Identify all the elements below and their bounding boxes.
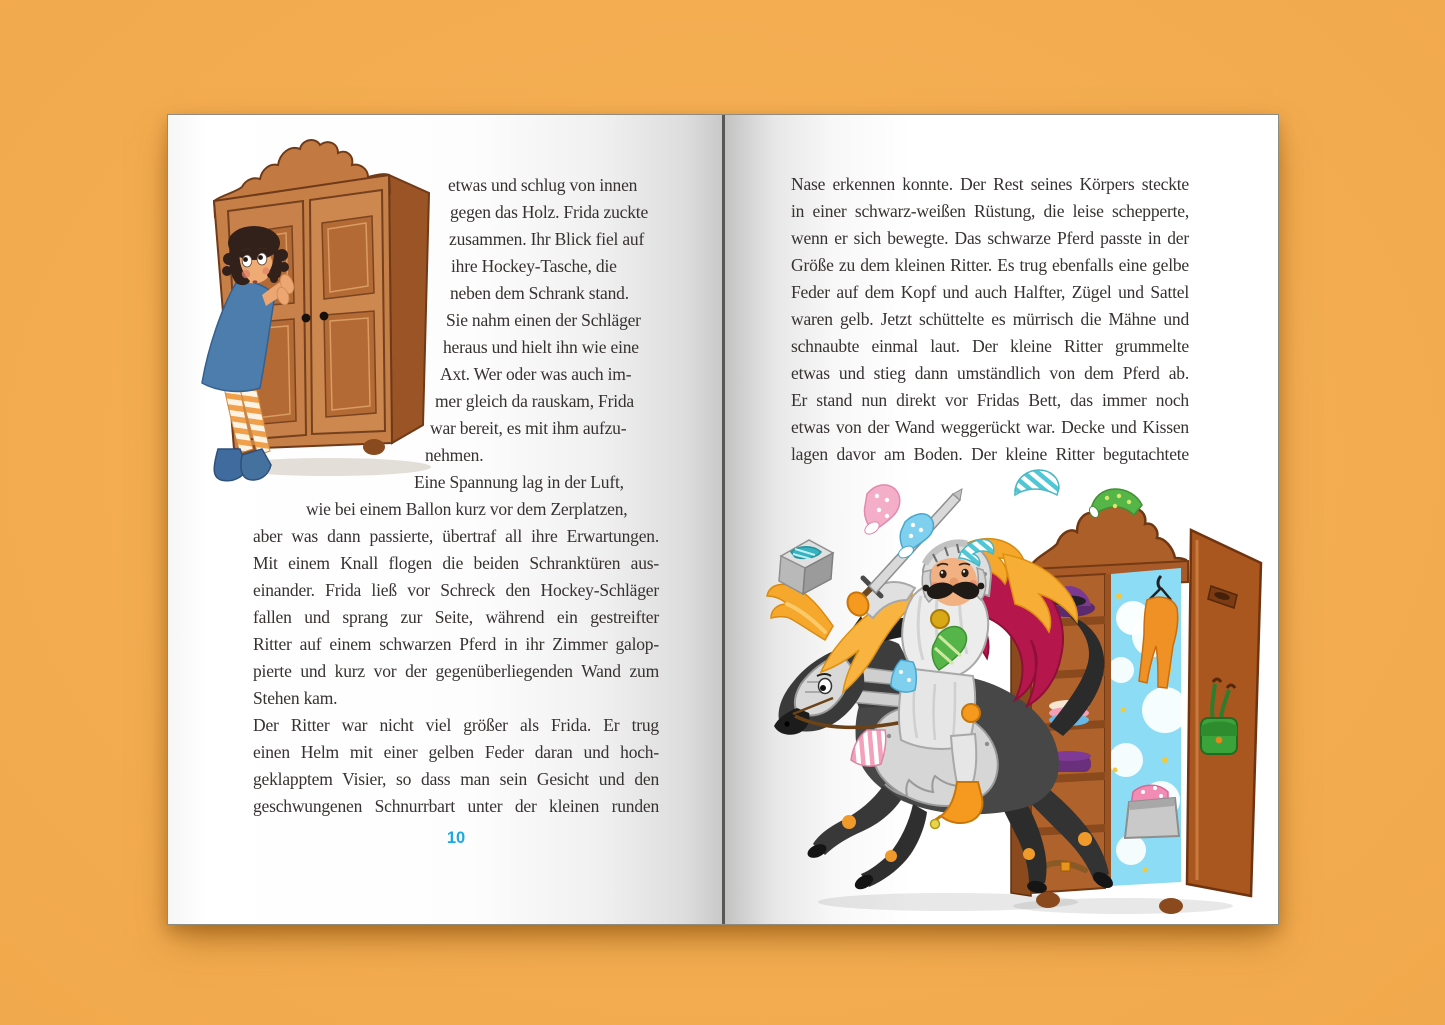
text-line: nehmen. bbox=[425, 445, 484, 465]
striped-beanie bbox=[1015, 470, 1059, 495]
text-line: Ritter auf einem schwarzen Pferd in ihr Zimmer galop- bbox=[253, 634, 659, 654]
text-line: etwas und stieg dann umständlich von dem Pferd ab. bbox=[791, 363, 1189, 383]
text-line: pierte und kurz vor der gegenüberliegenden Wand zum bbox=[253, 661, 659, 681]
text-line: war bereit, es mit ihm aufzu- bbox=[430, 418, 627, 438]
page-number: 10 bbox=[446, 829, 466, 847]
knight-wardrobe-illustration bbox=[763, 468, 1278, 918]
text-line: einander. Frida ließ vor Schreck den Hockey-Schläger bbox=[253, 580, 659, 600]
wardrobe-door-open bbox=[1187, 530, 1261, 896]
text-line: waren gelb. Jetzt schüttelte es mürrisch die Mähne und bbox=[791, 309, 1189, 329]
silver-cube-sock bbox=[779, 540, 833, 594]
text-line: Feder auf dem Kopf und auch Halfter, Zügel und Sattel bbox=[791, 282, 1189, 302]
text-line: Stehen kam. bbox=[253, 688, 338, 708]
text-line: geklapptem Visier, so dass man sein Gesicht und den bbox=[253, 769, 659, 789]
text-line: Der Ritter war nicht viel größer als Frida. Er trug bbox=[253, 715, 659, 735]
text-line: heraus und hielt ihn wie eine bbox=[443, 337, 639, 357]
text-line: schnaubte einmal laut. Der kleine Ritter grummelte bbox=[791, 336, 1189, 356]
text-line: geschwungenen Schnurrbart unter der kleinen runden bbox=[253, 796, 659, 816]
text-line: wie bei einem Ballon kurz vor dem Zerplatzen, bbox=[306, 499, 628, 519]
text-line: lagen davor am Boden. Der kleine Ritter begutachtete bbox=[791, 444, 1189, 464]
wardrobe-open bbox=[1011, 498, 1261, 914]
cape-clasp bbox=[931, 610, 949, 628]
text-line: wenn er sich bewegte. Das schwarze Pferd passte in der bbox=[791, 228, 1189, 248]
left-page-text bbox=[253, 172, 659, 820]
book-spine bbox=[722, 115, 725, 924]
text-line: etwas von der Wand weggerückt war. Decke und Kissen bbox=[791, 417, 1189, 437]
text-line: Nase erkennen konnte. Der Rest seines Körpers steckte bbox=[791, 174, 1189, 194]
text-line: aber was dann passierte, übertraf all ihre Erwartungen. bbox=[253, 526, 659, 546]
text-line: fallen und sprang zur Seite, während ein gestreifter bbox=[253, 607, 659, 627]
text-line: Sie nahm einen der Schläger bbox=[446, 310, 641, 330]
text-line: Größe zu dem kleinen Ritter. Es trug ebenfalls eine gelbe bbox=[791, 255, 1189, 275]
text-line: etwas und schlug von innen bbox=[448, 175, 638, 195]
right-page-text bbox=[791, 171, 1189, 468]
book-spread bbox=[167, 114, 1279, 925]
text-line: zusammen. Ihr Blick fiel auf bbox=[449, 229, 645, 249]
text-line: Axt. Wer oder was auch im- bbox=[440, 364, 632, 384]
text-line: Mit einem Knall flogen die beiden Schranktüren aus- bbox=[253, 553, 659, 573]
text-line: Eine Spannung lag in der Luft, bbox=[414, 472, 624, 492]
text-line: Er stand nun direkt vor Fridas Bett, das immer noch bbox=[791, 390, 1189, 410]
text-line: neben dem Schrank stand. bbox=[450, 283, 629, 303]
left-page bbox=[168, 115, 724, 924]
text-line: gegen das Holz. Frida zuckte bbox=[450, 202, 649, 222]
spur bbox=[931, 820, 940, 829]
knight-wardrobe-svg bbox=[763, 468, 1278, 918]
rein-hand bbox=[962, 704, 980, 722]
text-line: ihre Hockey-Tasche, die bbox=[451, 256, 617, 276]
text-line: einen Helm mit einer gelben Feder daran und hoch- bbox=[253, 742, 659, 762]
text-line: mer gleich da rauskam, Frida bbox=[435, 391, 634, 411]
text-line: in einer schwarz-weißen Rüstung, die leise schepperte, bbox=[791, 201, 1189, 221]
